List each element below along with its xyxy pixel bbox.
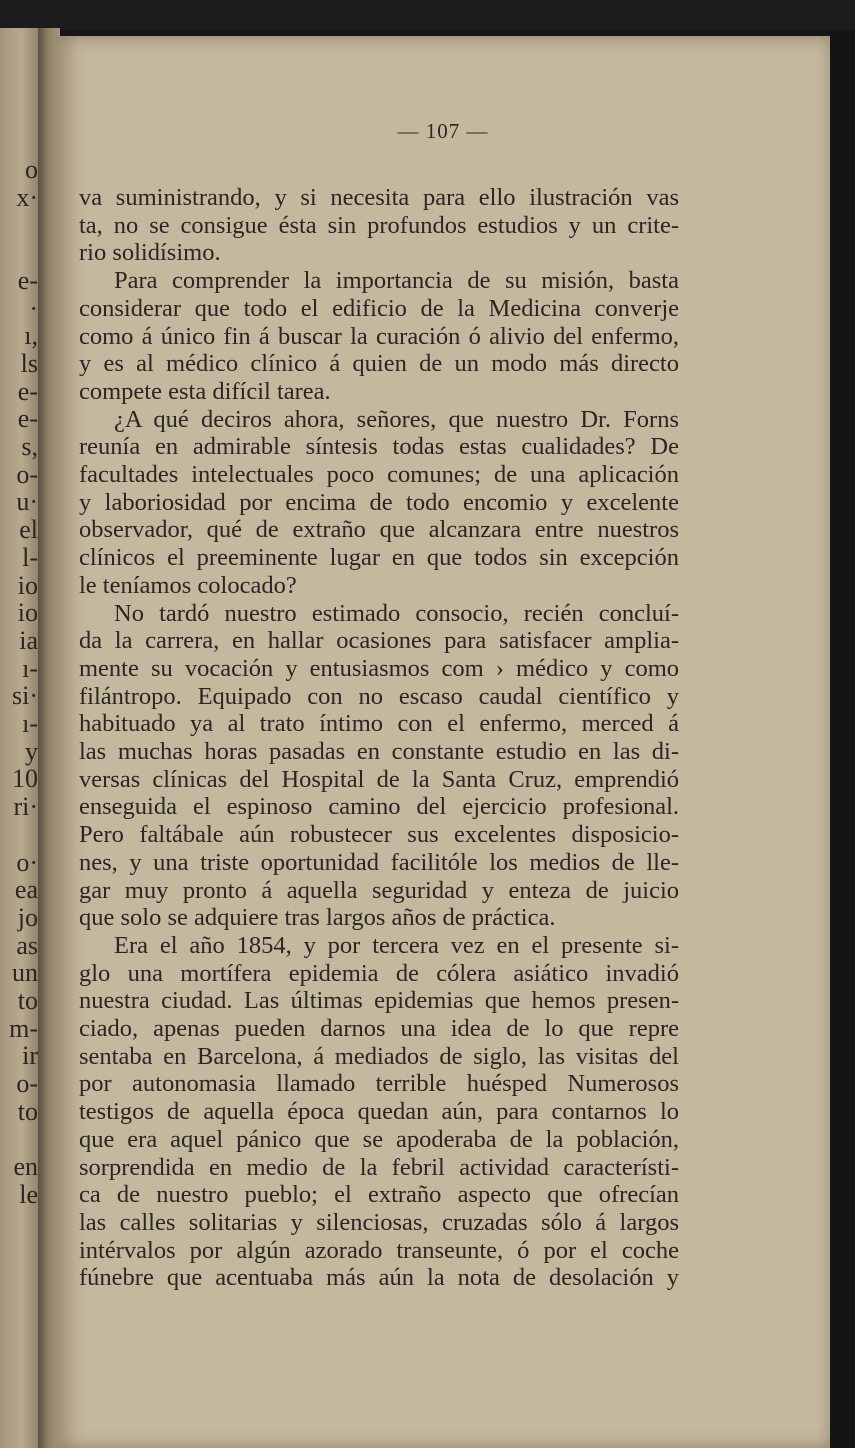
previous-page-fragment: io [17, 599, 38, 628]
previous-page-fragment: si· [12, 682, 38, 711]
text-line: enseguida el espinoso camino del ejercicio profesional. [79, 793, 679, 821]
previous-page-fragment: ı- [22, 710, 38, 738]
previous-page-fragment: · [29, 294, 38, 323]
scanner-right-edge [830, 30, 855, 1448]
previous-page-fragment: s, [21, 433, 38, 461]
previous-page-fragment: o· [16, 848, 38, 877]
text-line: Para comprender la importancia de su misión, basta [114, 267, 679, 295]
text-line: ciado, apenas pueden darnos una idea de lo que repre [79, 1015, 679, 1042]
previous-page-fragment: ia [19, 626, 38, 655]
text-line: reunía en admirable síntesis todas estas cualidades? De [79, 433, 679, 461]
text-line: filántropo. Equipado con no escaso caudal científico y [79, 682, 679, 710]
text-line: y es al médico clínico á quien de un modo más directo [79, 350, 679, 378]
previous-page-fragment: io [17, 571, 38, 600]
previous-page-fragment: y [25, 737, 38, 766]
text-line: considerar que todo el edificio de la Medicina converje [79, 294, 679, 322]
text-line: rio solidísimo. [79, 239, 221, 267]
previous-page-fragment: un [12, 959, 38, 988]
text-line: y laboriosidad por encima de todo encomio y excelente [79, 488, 679, 516]
text-line: facultades intelectuales poco comunes; de una aplicación [79, 461, 679, 488]
previous-page-fragment: x· [16, 183, 38, 212]
text-line: le teníamos colocado? [79, 571, 297, 599]
text-line: las calles solitarias y silenciosas, cruzadas sólo á largos [79, 1208, 679, 1236]
text-line: testigos de aquella época quedan aún, para contarnos lo [79, 1098, 679, 1126]
previous-page-fragment: 10 [12, 765, 38, 794]
text-line: que solo se adquiere tras largos años de práctica. [79, 904, 556, 932]
text-line: clínicos el preeminente lugar en que todos sin excepción [79, 544, 679, 572]
page-number: — 107 — [397, 119, 489, 143]
previous-page-fragment: ri· [13, 793, 38, 822]
previous-page-fragment: o [25, 156, 38, 184]
text-line: va suministrando, y si necesita para ello ilustración vas [79, 184, 679, 211]
previous-page-fragment: e- [17, 405, 38, 434]
previous-page-fragment: ı, [24, 322, 38, 351]
previous-page-fragment: jo [17, 903, 38, 932]
text-line: compete esta difícil tarea. [79, 377, 331, 405]
text-line: mente su vocación y entusiasmos com › médico y como [79, 654, 679, 682]
text-line: Pero faltábale aún robustecer sus excelentes disposicio- [79, 821, 679, 849]
text-line: por autonomasia llamado terrible huésped Numerosos [79, 1070, 679, 1098]
text-line: No tardó nuestro estimado consocio, recién concluí- [114, 599, 679, 627]
text-line: sorprendida en medio de la febril actividad característi- [79, 1153, 679, 1181]
text-line: las muchas horas pasadas en constante estudio en las di- [79, 738, 679, 765]
text-line: nes, y una triste oportunidad facilitóle los medios de lle- [79, 848, 679, 876]
previous-page-fragment: u· [16, 488, 38, 517]
previous-page-fragment: e- [17, 377, 38, 406]
text-line: ta, no se consigue ésta sin profundos estudios y un crite- [79, 211, 679, 239]
text-line: que era aquel pánico que se apoderaba de la población, [79, 1125, 679, 1153]
text-line: da la carrera, en hallar ocasiones para satisfacer amplia- [79, 627, 679, 655]
text-line: glo una mortífera epidemia de cólera asiático invadió [79, 959, 679, 987]
text-line: versas clínicas del Hospital de la Santa Cruz, emprendió [79, 765, 679, 793]
text-line: ca de nuestro pueblo; el extraño aspecto que ofrecían [79, 1181, 679, 1209]
text-line: sentaba en Barcelona, á mediados de siglo, las visitas del [79, 1042, 679, 1070]
previous-page-fragment: o- [16, 1070, 38, 1099]
previous-page-fragment: ea [14, 876, 38, 905]
previous-page-fragment: ı- [22, 654, 38, 683]
previous-page-fragment: as [16, 931, 38, 960]
previous-page-fragment: l- [22, 543, 38, 572]
previous-page-fragment: to [17, 1097, 38, 1126]
text-line: observador, qué de extraño que alcanzara entre nuestros [79, 516, 679, 544]
text-line: intérvalos por algún azorado transeunte, ó por el coche [79, 1236, 679, 1264]
previous-page-edge [0, 28, 40, 1448]
text-line: ¿A qué deciros ahora, señores, que nuestro Dr. Forns [114, 405, 679, 433]
previous-page-fragment: en [13, 1153, 38, 1182]
previous-page-fragment: le [19, 1180, 38, 1209]
text-line: gar muy pronto á aquella seguridad y enteza de juicio [79, 876, 679, 904]
book-page [56, 36, 830, 1448]
text-line: habituado ya al trato íntimo con el enfermo, merced á [79, 710, 679, 738]
previous-page-fragment: o- [16, 460, 38, 489]
previous-page-fragment: m- [9, 1014, 38, 1043]
scanner-top-edge [0, 0, 855, 30]
previous-page-fragment: to [17, 987, 38, 1015]
text-line: fúnebre que acentuaba más aún la nota de desolación y [79, 1264, 679, 1292]
previous-page-fragment: e- [17, 266, 38, 295]
previous-page-fragment: ls [20, 349, 38, 378]
text-line: nuestra ciudad. Las últimas epidemias que hemos presen- [79, 987, 679, 1015]
text-line: Era el año 1854, y por tercera vez en el presente si- [114, 931, 679, 959]
text-line: como á único fin á buscar la curación ó alivio del enfermo, [79, 322, 679, 350]
previous-page-fragment: el [19, 516, 38, 545]
previous-page-fragment: ir [22, 1042, 38, 1071]
